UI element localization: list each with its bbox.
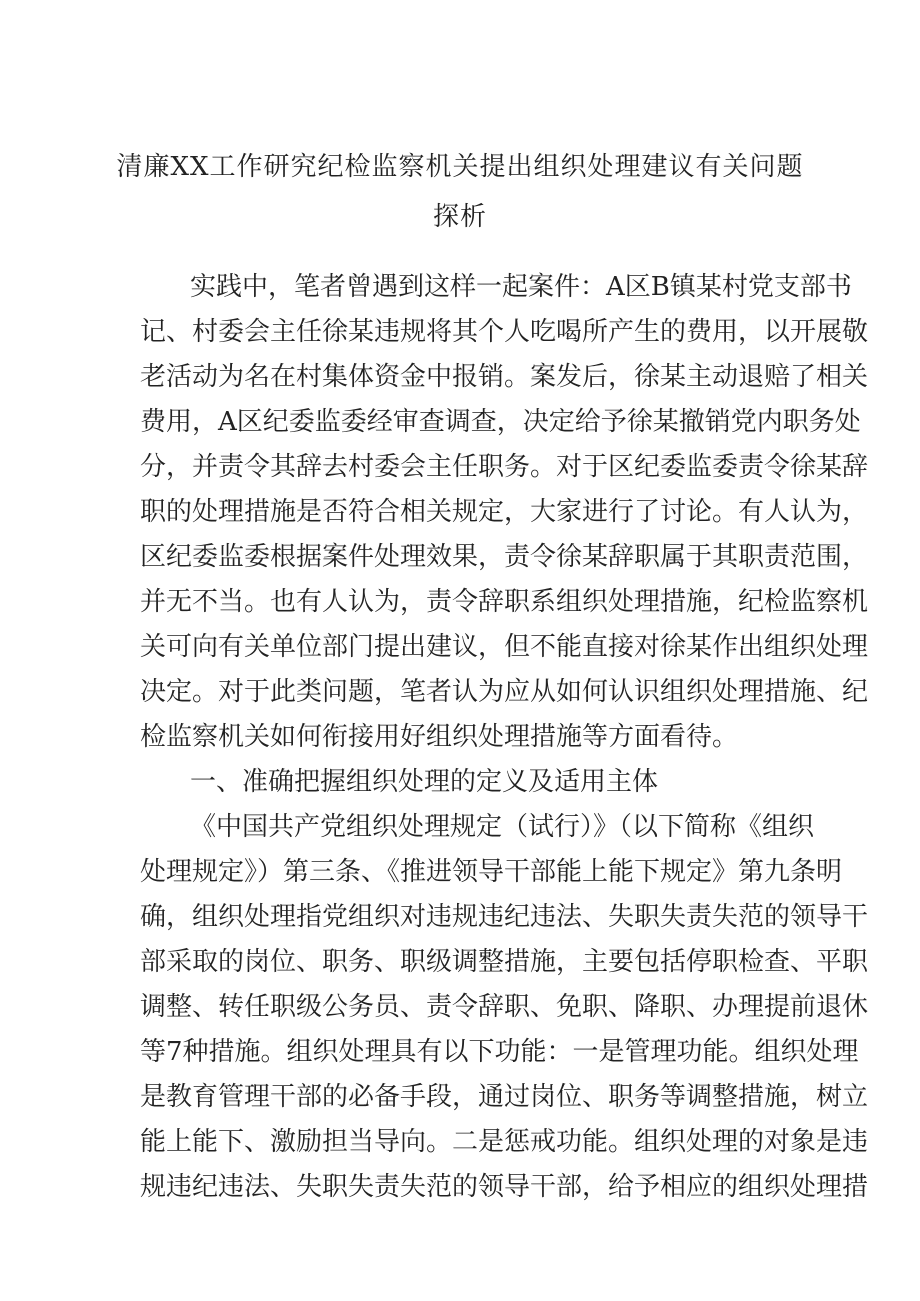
body-line: 部采取的岗位、职务、职级调整措施，主要包括停职检查、平职 [140,947,869,977]
section-heading: 一、准确把握组织处理的定义及适用主体 [190,767,659,797]
body-line: 区纪委监委根据案件处理效果，责令徐某辞职属于其职责范围， [140,542,869,572]
body-line: 并无不当。也有人认为，责令辞职系组织处理措施，纪检监察机 [140,587,869,617]
body-line: 处理规定》）第三条、《推进领导干部能上能下规定》第九条明 [140,857,843,887]
body-line: 决定。对于此类问题，笔者认为应从如何认识组织处理措施、纪 [140,677,869,707]
body-line: 实践中，笔者曾遇到这样一起案件：A区B镇某村党支部书 [190,272,852,302]
body-line: 等7种措施。组织处理具有以下功能：一是管理功能。组织处理 [140,1037,859,1067]
body-line: 能上能下、激励担当导向。二是惩戒功能。组织处理的对象是违 [140,1127,869,1157]
body-line: 规违纪违法、失职失责失范的领导干部，给予相应的组织处理措 [140,1172,869,1202]
body-line: 老活动为名在村集体资金中报销。案发后，徐某主动退赔了相关 [140,362,869,392]
body-line: 记、村委会主任徐某违规将其个人吃喝所产生的费用，以开展敬 [140,317,869,347]
body-line: 《中国共产党组织处理规定（试行）》（以下简称《组织 [190,812,815,842]
body-line: 关可向有关单位部门提出建议，但不能直接对徐某作出组织处理 [140,632,869,662]
body-line: 费用，A区纪委监委经审查调查，决定给予徐某撤销党内职务处 [140,407,861,437]
body-line: 确，组织处理指党组织对违规违纪违法、失职失责失范的领导干 [140,902,869,932]
body-line: 职的处理措施是否符合相关规定，大家进行了讨论。有人认为， [140,497,869,527]
document-title-line-1: 清廉XX工作研究纪检监察机关提出组织处理建议有关问题 [116,152,804,182]
body-line: 调整、转任职级公务员、责令辞职、免职、降职、办理提前退休 [140,992,869,1022]
body-line: 分，并责令其辞去村委会主任职务。对于区纪委监委责令徐某辞 [140,452,869,482]
body-line: 检监察机关如何衔接用好组织处理措施等方面看待。 [140,722,739,752]
body-line: 是教育管理干部的必备手段，通过岗位、职务等调整措施，树立 [140,1082,869,1112]
document-title-line-2: 探析 [432,202,487,232]
